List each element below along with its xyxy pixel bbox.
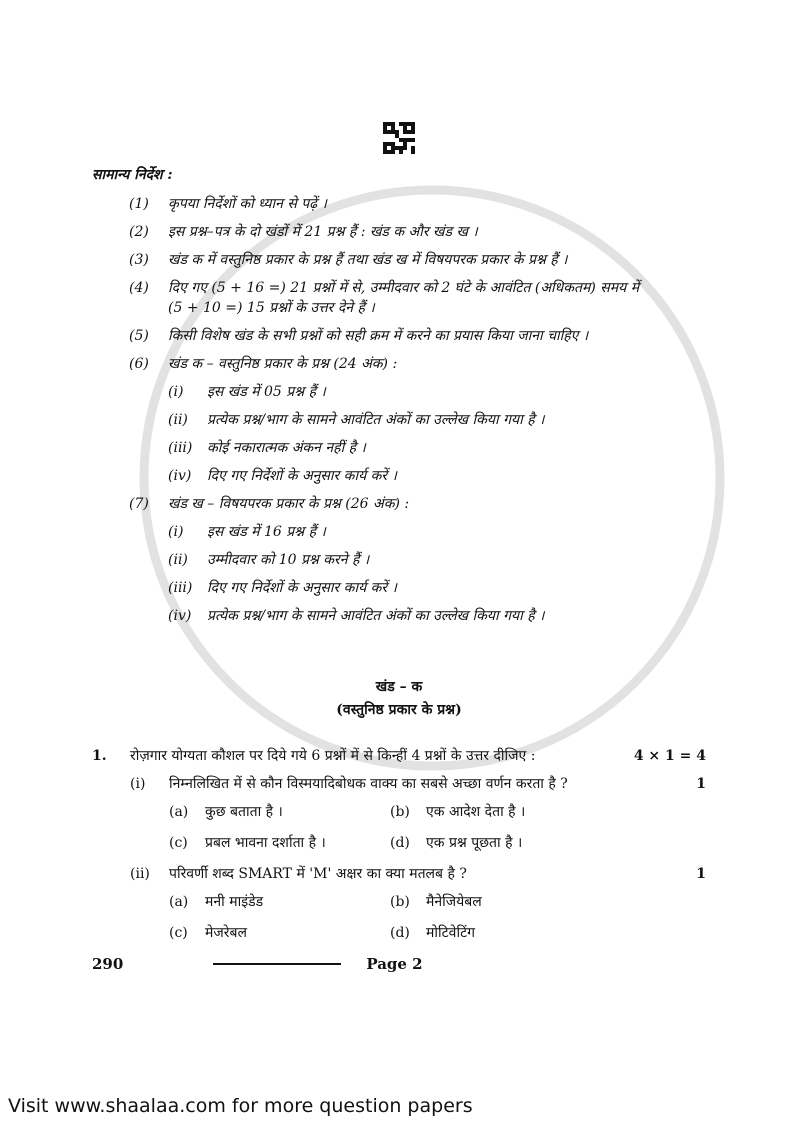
- visit-link[interactable]: Visit www.shaalaa.com for more question papers: [8, 1095, 473, 1117]
- option-label: (a): [169, 894, 189, 910]
- part-text: निम्नलिखित में से कौन विस्मयादिबोधक वाक्य का सबसे अच्छा वर्णन करता है ?: [169, 776, 568, 792]
- item-number: (4): [129, 280, 149, 296]
- option-label: (c): [169, 835, 188, 851]
- sub-instruction-row: [168, 551, 712, 579]
- instruction-item: खंड ख – विषयपरक प्रकार के प्रश्न (26 अंक) :: [168, 496, 410, 512]
- option: [390, 893, 706, 924]
- option-label: (d): [390, 835, 410, 851]
- sub-instruction: इस खंड में 16 प्रश्न हैं ।: [207, 524, 326, 540]
- item-number: (5): [129, 328, 149, 344]
- part-text: परिवर्णी शब्द SMART में 'M' अक्षर का क्या मतलब है ?: [169, 866, 467, 882]
- option-text: प्रबल भावना दर्शाता है ।: [205, 835, 326, 851]
- question-row: [92, 747, 706, 775]
- paper-code: 290: [92, 955, 124, 973]
- option: [169, 893, 390, 924]
- item-number: (7): [129, 496, 149, 512]
- option-text: मोटिवेटिंग: [426, 925, 476, 941]
- instruction-row: [129, 195, 712, 223]
- option-label: (b): [390, 804, 410, 820]
- section-a: [92, 678, 706, 973]
- part-row: [130, 775, 706, 803]
- sub-instruction-row: [168, 383, 712, 411]
- option: [169, 803, 390, 834]
- instruction-row: [129, 355, 712, 383]
- item-number: (6): [129, 356, 149, 372]
- sub-instruction: प्रत्येक प्रश्न/भाग के सामने आवंटित अंकों का उल्लेख किया गया है ।: [207, 608, 545, 624]
- page-footer: [92, 955, 706, 973]
- instruction-row: [129, 327, 712, 355]
- subitem-number: (iv): [168, 468, 192, 484]
- option-label: (d): [390, 925, 410, 941]
- instruction-item: दिए गए (5 + 16 =) 21 प्रश्नों में से, उम्मीदवार को 2 घंटे के आवंटित (अधिकतम) समय में: [168, 280, 640, 296]
- sub-instruction-row: [168, 411, 712, 439]
- sub-instruction: उम्मीदवार को 10 प्रश्न करने हैं ।: [207, 552, 370, 568]
- option: [169, 834, 390, 865]
- option-text: एक प्रश्न पूछता है ।: [426, 835, 523, 851]
- option: [169, 924, 390, 955]
- section-title: खंड – क: [375, 679, 423, 695]
- question-marks: 4 × 1 = 4: [633, 748, 706, 764]
- subitem-number: (iii): [168, 580, 193, 596]
- instruction-item: इस प्रश्न–पत्र के दो खंडों में 21 प्रश्न हैं : खंड क और खंड ख ।: [168, 224, 478, 240]
- subitem-number: (ii): [168, 412, 188, 428]
- instruction-item: कृपया निर्देशों को ध्यान से पढ़ें ।: [168, 196, 327, 212]
- page-number: Page 2: [366, 955, 423, 973]
- part-marks: 1: [696, 776, 706, 792]
- sub-instruction-row: [168, 439, 712, 467]
- subitem-number: (ii): [168, 552, 188, 568]
- part-marks: 1: [696, 866, 706, 882]
- item-number: (2): [129, 224, 149, 240]
- instruction-row: [129, 495, 712, 523]
- sub-instruction-row: [168, 523, 712, 551]
- item-number: (3): [129, 252, 149, 268]
- section-subtitle: (वस्तुनिष्ठ प्रकार के प्रश्न): [336, 702, 462, 718]
- question-number: 1.: [92, 748, 107, 764]
- instruction-item: किसी विशेष खंड के सभी प्रश्नों को सही क्रम में करने का प्रयास किया जाना चाहिए ।: [168, 328, 589, 344]
- sub-instruction: दिए गए निर्देशों के अनुसार कार्य करें ।: [207, 580, 397, 596]
- option: [390, 803, 706, 834]
- general-instructions: [92, 166, 712, 635]
- instruction-row: [129, 251, 712, 279]
- subitem-number: (i): [168, 524, 184, 540]
- sub-instruction: प्रत्येक प्रश्न/भाग के सामने आवंटित अंकों का उल्लेख किया गया है ।: [207, 412, 545, 428]
- options: [169, 893, 706, 955]
- instructions-title: सामान्य निर्देश :: [92, 167, 173, 183]
- subitem-number: (iii): [168, 440, 193, 456]
- option: [390, 834, 706, 865]
- sub-instruction-row: [168, 467, 712, 495]
- footer-rule: [213, 963, 341, 965]
- instruction-item: खंड क – वस्तुनिष्ठ प्रकार के प्रश्न (24 अंक) :: [168, 356, 398, 372]
- option-label: (b): [390, 894, 410, 910]
- option-text: कुछ बताता है ।: [205, 804, 283, 820]
- sub-instruction: इस खंड में 05 प्रश्न हैं ।: [207, 384, 326, 400]
- option-text: मेजरेबल: [205, 925, 247, 941]
- instruction-row: [129, 279, 712, 327]
- option: [390, 924, 706, 955]
- options: [169, 803, 706, 865]
- sub-instruction-row: [168, 579, 712, 607]
- question-text: रोज़गार योग्यता कौशल पर दिये गये 6 प्रश्नों में से किन्हीं 4 प्रश्नों के उत्तर दीजिए :: [130, 748, 536, 764]
- part-number: (ii): [130, 866, 150, 882]
- option-label: (c): [169, 925, 188, 941]
- part-number: (i): [130, 776, 146, 792]
- instruction-item: खंड क में वस्तुनिष्ठ प्रकार के प्रश्न हैं तथा खंड ख में विषयपरक प्रकार के प्रश्न हैं ।: [168, 252, 568, 268]
- qr-code: [383, 122, 415, 154]
- option-label: (a): [169, 804, 189, 820]
- sub-instruction: दिए गए निर्देशों के अनुसार कार्य करें ।: [207, 468, 397, 484]
- option-text: एक आदेश देता है ।: [426, 804, 526, 820]
- subitem-number: (i): [168, 384, 184, 400]
- sub-instruction: कोई नकारात्मक अंकन नहीं है ।: [207, 440, 366, 456]
- option-text: मनी माइंडेड: [205, 894, 264, 910]
- sub-instruction-row: [168, 607, 712, 635]
- subitem-number: (iv): [168, 608, 192, 624]
- instruction-row: [129, 223, 712, 251]
- item-number: (1): [129, 196, 149, 212]
- part-row: [130, 865, 706, 893]
- instruction-item-continued: (5 + 10 =) 15 प्रश्नों के उत्तर देने हैं ।: [168, 300, 375, 316]
- option-text: मैनेजियेबल: [426, 894, 482, 910]
